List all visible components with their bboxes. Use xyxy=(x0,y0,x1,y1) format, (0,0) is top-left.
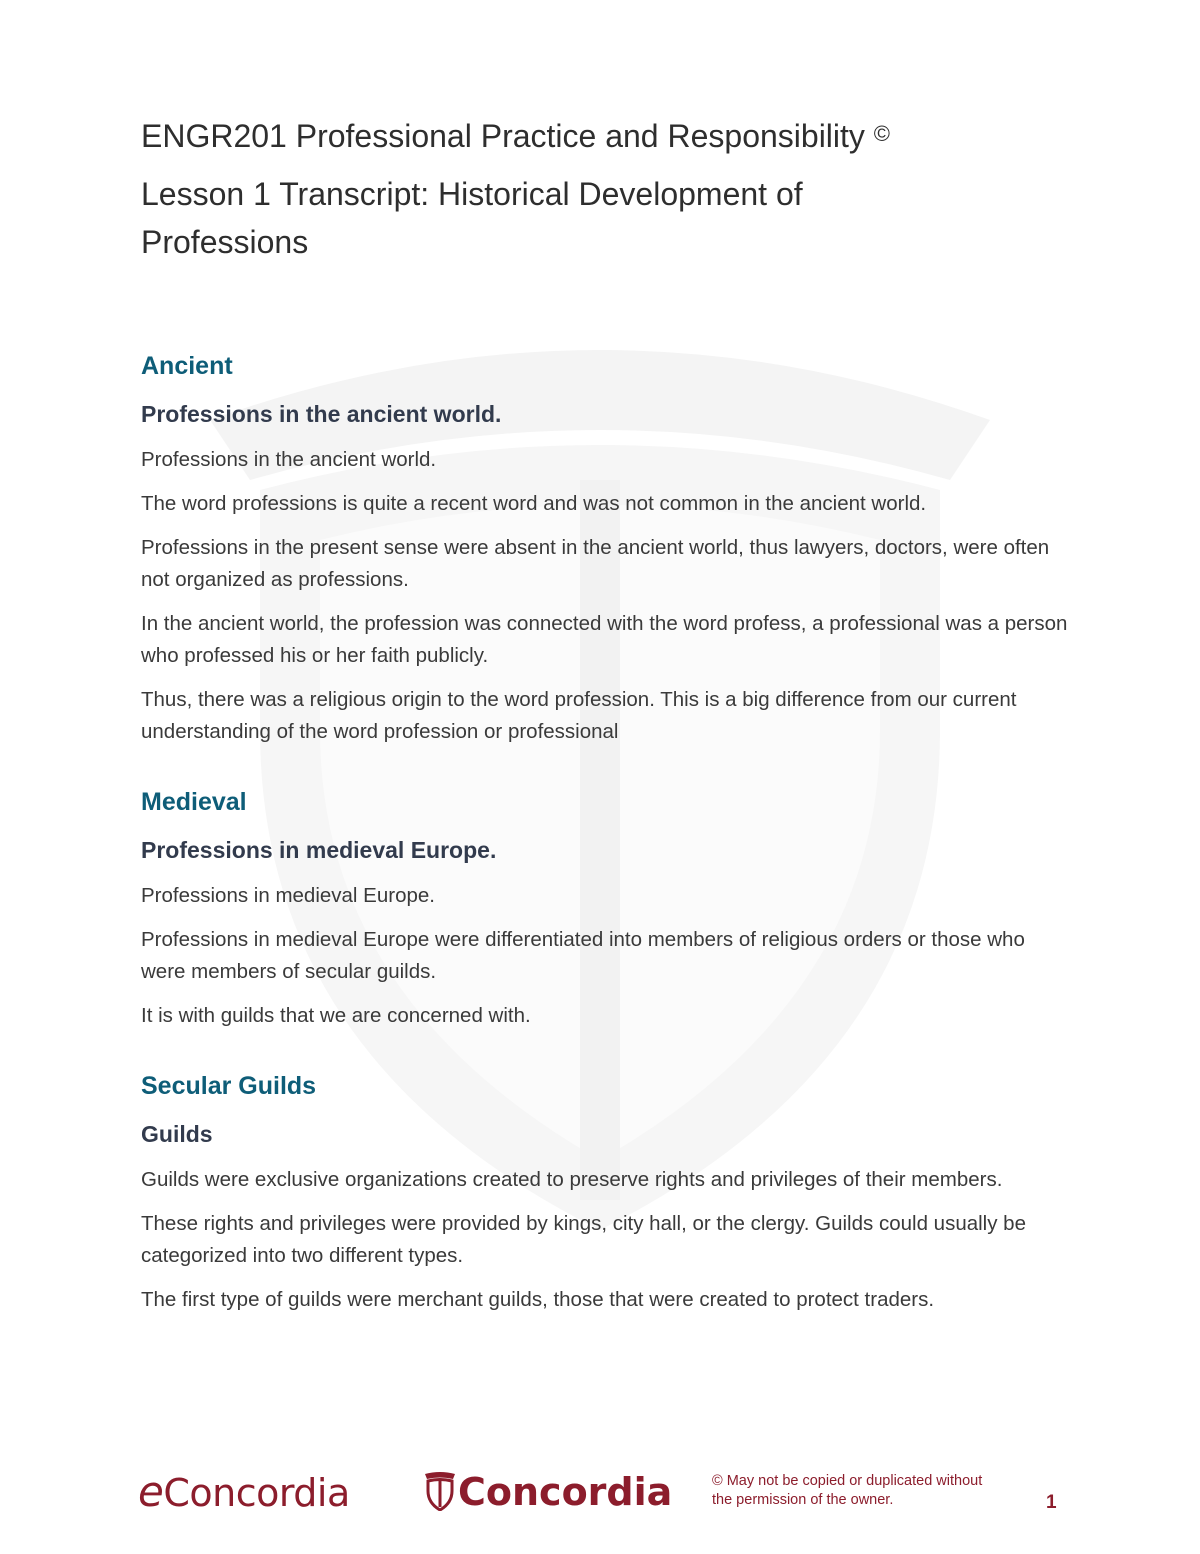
page-footer xyxy=(0,1462,1200,1522)
econcordia-logo-text: Concordia xyxy=(163,1471,350,1515)
paragraph: Professions in medieval Europe were differentiated into members of religious orders or those who were members of secular guilds. xyxy=(141,928,1025,983)
paragraph: Professions in the ancient world. xyxy=(141,448,437,471)
concordia-logo xyxy=(424,1462,672,1522)
paragraph: These rights and privileges were provided by kings, city hall, or the clergy. Guilds could usually be categorized into two different types. xyxy=(141,1212,1026,1267)
shield-icon xyxy=(424,1471,456,1511)
paragraph: The first type of guilds were merchant guilds, those that were created to protect traders. xyxy=(141,1288,935,1311)
page-number: 1 xyxy=(1046,1492,1057,1513)
section-heading-ancient: Ancient xyxy=(141,352,233,380)
concordia-logo-text: Concordia xyxy=(458,1470,673,1514)
copyright-notice: © May not be copied or duplicated without the permission of the owner. xyxy=(712,1473,983,1508)
section-heading-medieval: Medieval xyxy=(141,788,247,816)
copyright-mark: © xyxy=(873,121,891,146)
lesson-subtitle: Lesson 1 Transcript: Historical Development of Professions xyxy=(141,176,803,260)
paragraph: Professions in medieval Europe. xyxy=(141,884,435,907)
paragraph: In the ancient world, the profession was connected with the word profess, a professional was a person who professed his or her faith publicly. xyxy=(141,612,1068,667)
document-title-text: ENGR201 Professional Practice and Responsibility xyxy=(141,118,865,154)
document-body xyxy=(141,108,1071,1316)
section-heading-secular-guilds: Secular Guilds xyxy=(141,1072,317,1100)
document-title xyxy=(141,108,1071,162)
paragraph: The word professions is quite a recent word and was not common in the ancient world. xyxy=(141,492,927,515)
econcordia-logo-mark: e xyxy=(138,1467,164,1516)
subheading-medieval: Professions in medieval Europe. xyxy=(141,837,497,863)
paragraph: Professions in the present sense were absent in the ancient world, thus lawyers, doctors, were often not organized as professions. xyxy=(141,536,1050,591)
paragraph: Thus, there was a religious origin to the word profession. This is a big difference from our current understanding of the word profession or professional xyxy=(141,688,1017,743)
paragraph: It is with guilds that we are concerned with. xyxy=(141,1004,531,1027)
paragraph: Guilds were exclusive organizations created to preserve rights and privileges of their members. xyxy=(141,1168,1003,1191)
subheading-guilds: Guilds xyxy=(141,1121,213,1147)
econcordia-logo xyxy=(138,1462,350,1523)
subheading-ancient: Professions in the ancient world. xyxy=(141,401,502,427)
